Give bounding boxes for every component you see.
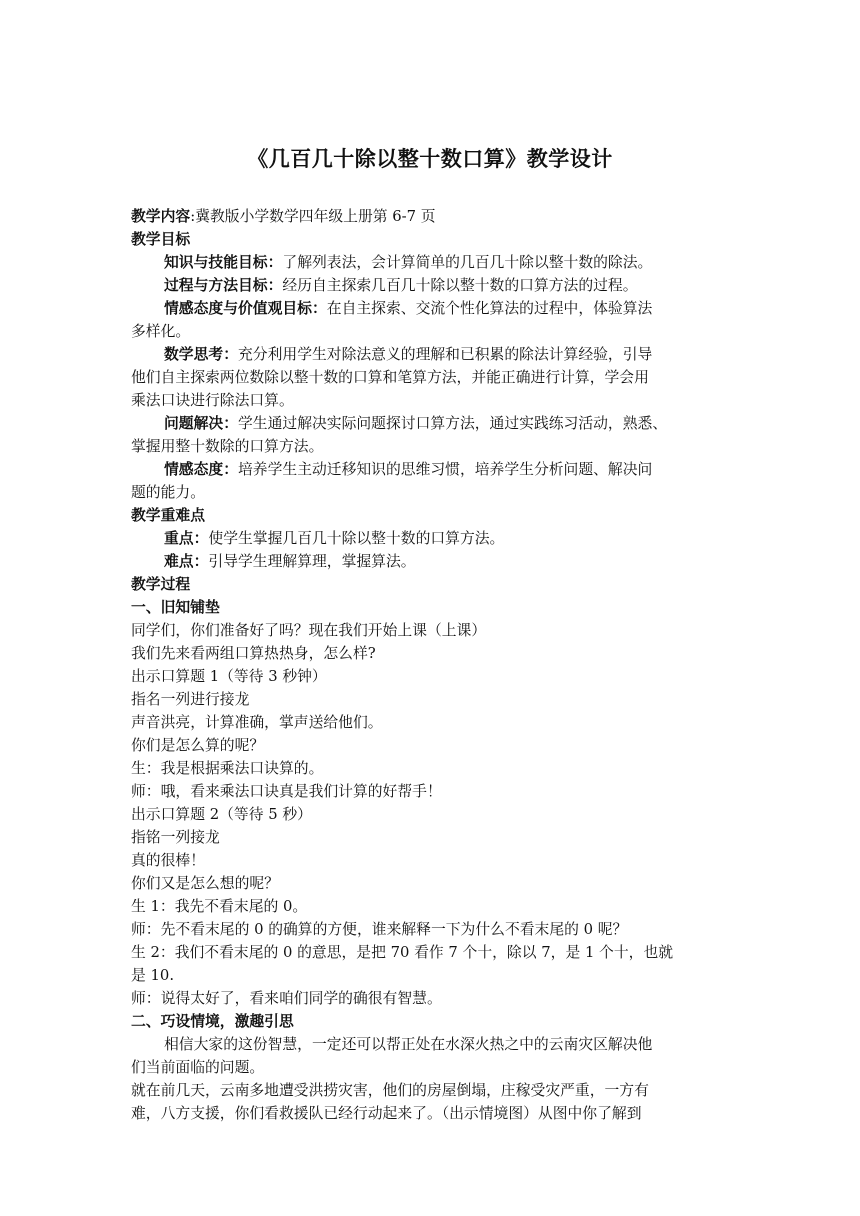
section-2-heading: 二、巧设情境，激趣引思: [131, 1013, 294, 1030]
goal-attitude-label: 情感态度与价值观目标：: [164, 300, 327, 317]
paragraph: 师：先不看末尾的 0 的确算的方便，谁来解释一下为什么不看末尾的 0 呢？: [131, 921, 628, 938]
problem-solving-text: 学生通过解决实际问题探讨口算方法，通过实践练习活动，熟悉、: [238, 415, 668, 432]
paragraph: 出示口算题 1（等待 3 秒钟）: [131, 668, 327, 685]
paragraph: 声音洪亮，计算准确，掌声送给他们。: [131, 714, 383, 731]
goal-process: [164, 275, 638, 297]
paragraph: 生 1：我先不看末尾的 0。: [131, 898, 308, 915]
paragraph-continuation: 难，八方支援，你们看救援队已经行动起来了。（出示情境图）从图中你了解到: [131, 1105, 642, 1122]
paragraph: 你们又是怎么想的呢？: [131, 875, 279, 892]
math-thinking-text: 充分利用学生对除法意义的理解和已积累的除法计算经验，引导: [238, 346, 653, 363]
paragraph: 出示口算题 2（等待 5 秒）: [131, 806, 312, 823]
paragraph: 生：我是根据乘法口诀算的。: [131, 760, 324, 777]
paragraph: 相信大家的这份智慧，一定还可以帮正处在水深火热之中的云南灾区解决他: [164, 1036, 653, 1053]
math-thinking-continuation-1: 他们自主探索两位数除以整十数的口算和笔算方法，并能正确进行计算，学会用: [131, 369, 649, 386]
difficult-point-label: 难点：: [164, 553, 209, 570]
key-point: [164, 528, 504, 550]
paragraph-continuation: 们当前面临的问题。: [131, 1059, 265, 1076]
paragraph: 就在前几天，云南多地遭受洪捞灾害，他们的房屋倒塌，庄稼受灾严重，一方有: [131, 1082, 649, 1099]
key-point-text: 使学生掌握几百几十除以整十数的口算方法。: [208, 530, 505, 547]
paragraph: 师：说得太好了，看来咱们同学的确很有智慧。: [131, 990, 442, 1007]
difficult-point-text: 引导学生理解算理，掌握算法。: [208, 553, 416, 570]
goal-attitude-continuation: 多样化。: [131, 323, 191, 340]
goal-knowledge-text: 了解列表法，会计算简单的几百几十除以整十数的除法。: [282, 254, 653, 271]
paragraph: 真的很棒！: [131, 852, 205, 869]
problem-solving: [164, 413, 667, 435]
process-heading: 教学过程: [131, 576, 191, 593]
emotional-attitude-continuation: 题的能力。: [131, 484, 205, 501]
emotional-attitude-label: 情感态度：: [164, 461, 238, 478]
goal-knowledge: [164, 252, 652, 274]
math-thinking: [164, 344, 652, 366]
paragraph: 生 2：我们不看末尾的 0 的意思，是把 70 看作 7 个十，除以 7，是 1 个十，也就: [131, 944, 674, 961]
goal-attitude: [164, 298, 652, 320]
key-difficult-heading: 教学重难点: [131, 507, 205, 524]
emotional-attitude: [164, 459, 652, 481]
goal-knowledge-label: 知识与技能目标：: [164, 254, 283, 271]
emotional-attitude-text: 培养学生主动迁移知识的思维习惯，培养学生分析问题、解决问: [238, 461, 653, 478]
document-title: 《几百几十除以整十数口算》教学设计: [247, 147, 613, 171]
teaching-content-text: :冀教版小学数学四年级上册第 6-7 页: [190, 208, 436, 225]
goal-process-text: 经历自主探索几百几十除以整十数的口算方法的过程。: [282, 277, 638, 294]
goal-process-label: 过程与方法目标：: [164, 277, 283, 294]
paragraph: 你们是怎么算的呢？: [131, 737, 265, 754]
math-thinking-label: 数学思考：: [164, 346, 238, 363]
teaching-content-line: [131, 206, 436, 228]
paragraph: 师：哦，看来乘法口诀真是我们计算的好帮手！: [131, 783, 442, 800]
goal-attitude-text: 在自主探索、交流个性化算法的过程中，体验算法: [326, 300, 653, 317]
paragraph: 指名一列进行接龙: [131, 691, 250, 708]
goals-heading: 教学目标: [131, 231, 191, 248]
paragraph: 我们先来看两组口算热热身，怎么样?: [131, 645, 376, 662]
paragraph-continuation: 是 10.: [131, 967, 175, 984]
difficult-point: [164, 551, 416, 573]
math-thinking-continuation-2: 乘法口诀进行除法口算。: [131, 392, 294, 409]
section-1-heading: 一、旧知铺垫: [131, 599, 220, 616]
paragraph: 指铭一列接龙: [131, 829, 220, 846]
problem-solving-continuation: 掌握用整十数除的口算方法。: [131, 438, 324, 455]
problem-solving-label: 问题解决：: [164, 415, 238, 432]
teaching-content-label: 教学内容: [131, 208, 191, 225]
paragraph: 同学们，你们准备好了吗？现在我们开始上课（上课）: [131, 622, 487, 639]
key-point-label: 重点：: [164, 530, 209, 547]
